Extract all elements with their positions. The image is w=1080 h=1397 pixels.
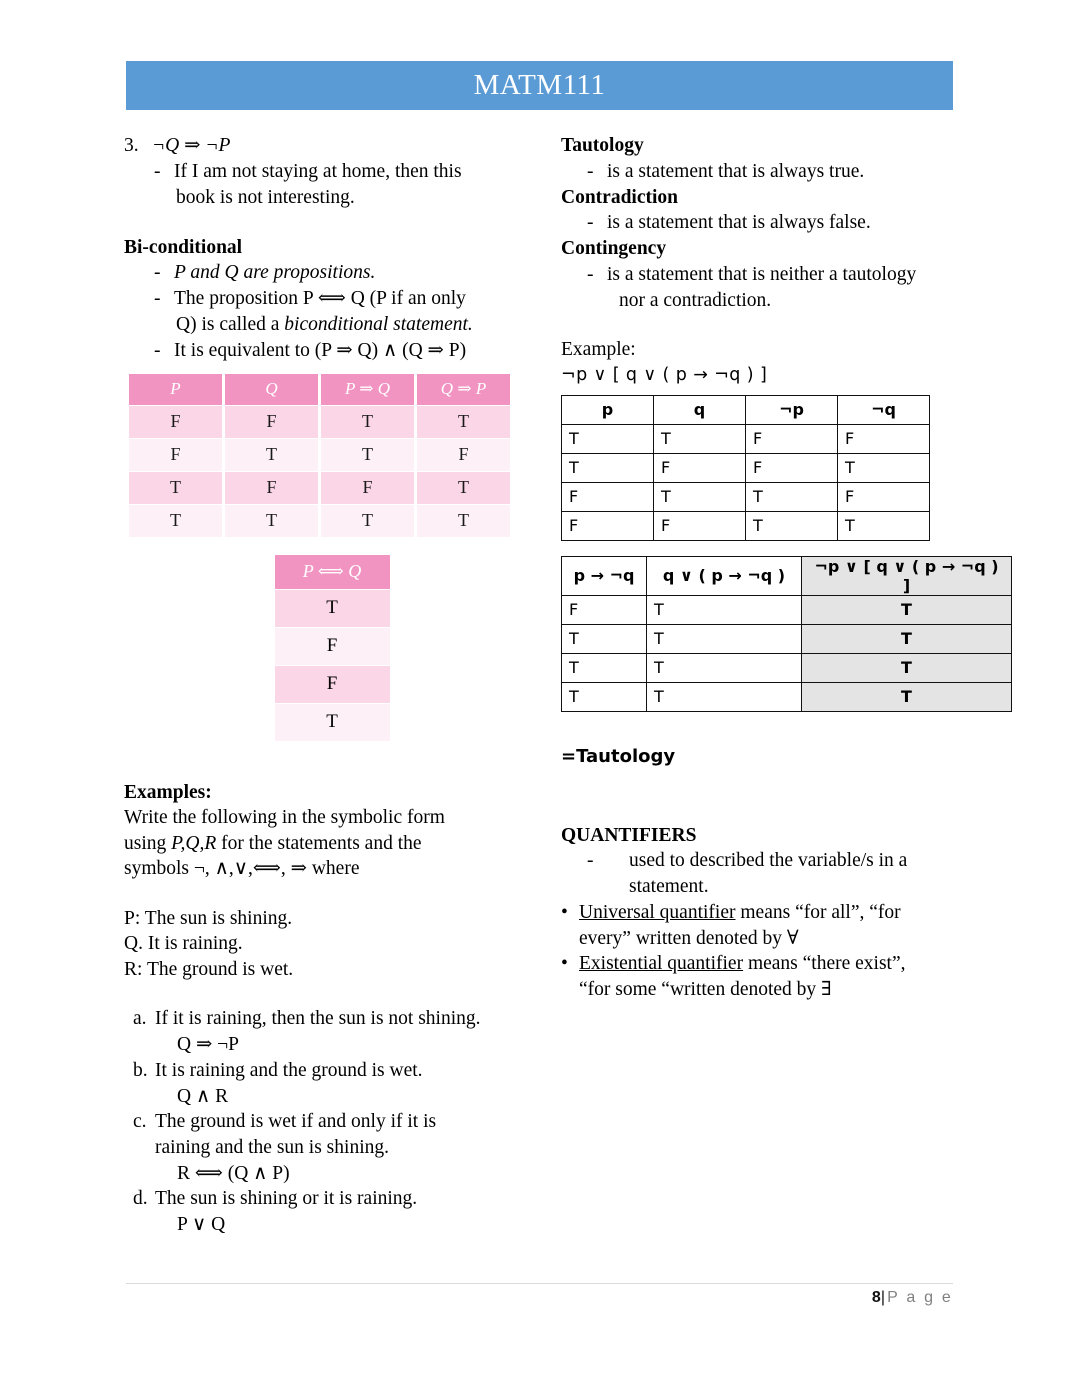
cell: T [417, 472, 510, 504]
cell-result: T [802, 653, 1012, 682]
cell-result: T [802, 624, 1012, 653]
table-row [562, 624, 1012, 653]
cell: T [562, 624, 647, 653]
biconditional-bullet-2 [154, 286, 540, 312]
right-column [561, 133, 1017, 1003]
cell: F [654, 453, 746, 482]
cell: T [647, 682, 802, 711]
examples-line-2 [124, 831, 540, 857]
item-3-text-2: book is not interesting. [176, 187, 355, 208]
truth-table-p-iff-q [275, 554, 390, 742]
table-row [275, 704, 390, 741]
definition-r: R: The ground is wet. [124, 958, 294, 980]
example-item-b [133, 1058, 540, 1084]
cell: T [275, 590, 390, 627]
cell: T [225, 439, 318, 471]
table-row [275, 628, 390, 665]
examples-line-2-suffix: for the statements and the [216, 832, 422, 854]
truth-table-biconditional [126, 373, 513, 538]
table-row [129, 505, 510, 537]
cell: T [838, 511, 930, 540]
table-header-row [562, 395, 930, 424]
cell: F [562, 595, 647, 624]
cell: T [746, 511, 838, 540]
examples-heading: Examples: [124, 781, 212, 803]
quantifiers-description [587, 848, 1017, 874]
col-header-p-iff-q: P ⟺ Q [275, 555, 390, 589]
cell: F [746, 424, 838, 453]
table-row [562, 482, 930, 511]
biconditional-text-1: P and Q are propositions. [174, 262, 376, 283]
cell: T [647, 624, 802, 653]
example-item-a [133, 1006, 540, 1032]
item-text: The ground is wet if and only if it is [155, 1111, 437, 1132]
cell: T [562, 682, 647, 711]
left-column [124, 133, 540, 1238]
example-answer-a: Q ⇒ ¬P [177, 1034, 240, 1055]
biconditional-heading: Bi-conditional [124, 236, 243, 258]
contingency-definition [587, 262, 1017, 288]
cell: T [654, 482, 746, 511]
cell: T [647, 595, 802, 624]
quantifiers-heading: QUANTIFIERS [561, 824, 697, 846]
existential-quantifier-text [579, 951, 1017, 977]
example-answer-b: Q ∧ R [177, 1085, 229, 1107]
dash-marker: - [587, 212, 594, 233]
footer-separator: | [880, 1289, 888, 1306]
col-header-p: p [562, 395, 654, 424]
examples-line-2-vars: P,Q,R [171, 832, 217, 854]
col-header-q-or-group: q ∨ ( p → ¬q ) [647, 556, 802, 595]
table-row [129, 439, 510, 471]
cell: T [562, 653, 647, 682]
truth-table-result-wrapper [124, 538, 540, 742]
table-row [562, 595, 1012, 624]
item-label: c. [133, 1111, 147, 1132]
footer-divider [126, 1283, 953, 1284]
dash-marker: - [587, 160, 594, 182]
cell: F [654, 511, 746, 540]
cell: F [225, 472, 318, 504]
col-header-p: P [129, 374, 222, 405]
item-text: It is raining and the ground is wet. [155, 1059, 423, 1081]
table-header-row [129, 374, 510, 405]
universal-quantifier-text [579, 900, 1017, 926]
truth-table-compound-expression [561, 556, 1012, 712]
item-label: a. [133, 1008, 147, 1029]
cell: F [225, 406, 318, 438]
col-header-not-p: ¬p [746, 395, 838, 424]
cell-result: T [802, 682, 1012, 711]
dash-marker: - [154, 161, 161, 182]
cell: F [417, 439, 510, 471]
universal-quantifier-line-2: every” written denoted by ∀ [579, 927, 799, 949]
tautology-definition-text: is a statement that is always true. [607, 160, 865, 182]
item-label: d. [133, 1188, 148, 1209]
col-header-q: Q [225, 374, 318, 405]
example-answer-c: R ⟺ (Q ∧ P) [177, 1162, 290, 1184]
contingency-definition-text-2: nor a contradiction. [619, 289, 772, 311]
cell: T [562, 424, 654, 453]
existential-quantifier-bullet [561, 951, 1017, 977]
dash-marker: - [587, 850, 594, 871]
definition-q: Q. It is raining. [124, 933, 243, 954]
dash-marker: - [154, 339, 161, 361]
item-number: 3. [124, 135, 139, 156]
dash-marker: - [154, 288, 161, 309]
biconditional-text-3: It is equivalent to (P ⇒ Q) ∧ (Q ⇒ P) [174, 339, 467, 361]
cell: F [746, 453, 838, 482]
contradiction-definition [587, 210, 1017, 236]
footer-page-number: 8 [871, 1289, 881, 1306]
dash-marker: - [587, 263, 594, 285]
contradiction-heading: Contradiction [561, 186, 678, 208]
contingency-heading: Contingency [561, 238, 667, 259]
table-row [562, 653, 1012, 682]
footer-page-label: P a g e [887, 1289, 953, 1306]
cell: T [562, 453, 654, 482]
universal-quantifier-rest: means “for all”, “for [735, 901, 901, 923]
examples-line-3: symbols ¬, ∧,∨,⟺, ⇒ where [124, 858, 360, 879]
biconditional-bullet-3 [154, 338, 540, 364]
col-header-q: q [654, 395, 746, 424]
item-label: b. [133, 1059, 148, 1081]
cell: T [129, 472, 222, 504]
cell: T [746, 482, 838, 511]
quantifiers-description-text: used to described the variable/s in a [629, 850, 908, 871]
cell: F [838, 424, 930, 453]
table-row [129, 472, 510, 504]
contingency-definition-text: is a statement that is neither a tautology [607, 263, 917, 285]
dash-marker: - [154, 262, 161, 283]
tautology-conclusion: =Tautology [561, 745, 676, 767]
examples-line-2-prefix: using [124, 832, 172, 854]
biconditional-text-2b [176, 312, 540, 338]
item-3-text-1: If I am not staying at home, then this [174, 161, 462, 182]
table-header-row [275, 555, 390, 589]
table-row [275, 666, 390, 703]
item-text: If it is raining, then the sun is not shining. [155, 1008, 481, 1029]
example-expression: ¬p ∨ [ q ∨ ( p → ¬q ) ] [561, 364, 768, 385]
cell: F [562, 482, 654, 511]
definition-p: P: The sun is shining. [124, 907, 293, 929]
col-header-not-q: ¬q [838, 395, 930, 424]
col-header-q-implies-p: Q ⇒ P [417, 374, 510, 405]
cell-result: T [802, 595, 1012, 624]
existential-quantifier-term: Existential quantifier [579, 953, 744, 974]
cell: T [225, 505, 318, 537]
examples-line-1: Write the following in the symbolic form [124, 807, 445, 828]
cell: T [321, 505, 414, 537]
col-header-p-implies-not-q: p → ¬q [562, 556, 647, 595]
footer-page-indicator [872, 1289, 953, 1307]
cell: T [838, 453, 930, 482]
cell: T [417, 406, 510, 438]
tautology-definition [587, 159, 1017, 185]
tautology-heading: Tautology [561, 135, 644, 156]
cell: F [275, 628, 390, 665]
item-text: The sun is shining or it is raining. [155, 1188, 418, 1209]
example-answer-d: P ∨ Q [177, 1214, 226, 1235]
table-header-row [562, 556, 1012, 595]
bullet-icon: • [561, 901, 568, 923]
item-3-sub-line-1 [154, 159, 540, 185]
bullet-icon: • [561, 953, 568, 974]
page-title: MATM111 [473, 69, 606, 101]
existential-quantifier-line-2: “for some “written denoted by ∃ [579, 979, 832, 1000]
cell: T [275, 704, 390, 741]
biconditional-text-2a: The proposition P ⟺ Q (P if an only [174, 288, 466, 309]
cell: T [321, 406, 414, 438]
example-item-c [133, 1109, 540, 1135]
biconditional-text-2b-italic: biconditional statement. [284, 314, 473, 335]
table-row [562, 424, 930, 453]
cell: F [129, 439, 222, 471]
cell: T [647, 653, 802, 682]
biconditional-text-2b-plain: Q) is called a [176, 314, 285, 335]
cell: F [562, 511, 654, 540]
universal-quantifier-bullet [561, 900, 1017, 926]
page-header-banner [126, 61, 953, 110]
table-row [562, 453, 930, 482]
table-row [129, 406, 510, 438]
example-label: Example: [561, 339, 636, 360]
cell: F [321, 472, 414, 504]
item-formula: ¬Q ⇒ ¬P [152, 135, 231, 156]
col-header-full-expression: ¬p ∨ [ q ∨ ( p → ¬q ) ] [802, 556, 1012, 595]
cell: T [321, 439, 414, 471]
cell: T [654, 424, 746, 453]
example-item-d [133, 1186, 540, 1212]
cell: F [838, 482, 930, 511]
col-header-p-implies-q: P ⇒ Q [321, 374, 414, 405]
table-row [275, 590, 390, 627]
biconditional-bullet-1 [154, 260, 540, 286]
table-row [562, 511, 930, 540]
example-item-c-line-2: raining and the sun is shining. [155, 1137, 389, 1158]
cell: T [129, 505, 222, 537]
universal-quantifier-term: Universal quantifier [579, 901, 736, 923]
contradiction-definition-text: is a statement that is always false. [607, 212, 871, 233]
cell: T [417, 505, 510, 537]
existential-quantifier-rest: means “there exist”, [743, 953, 906, 974]
table-row [562, 682, 1012, 711]
truth-table-pq-negations [561, 395, 930, 541]
cell: F [275, 666, 390, 703]
cell: F [129, 406, 222, 438]
quantifiers-description-text-2: statement. [629, 876, 709, 897]
numbered-item-3 [124, 133, 540, 159]
